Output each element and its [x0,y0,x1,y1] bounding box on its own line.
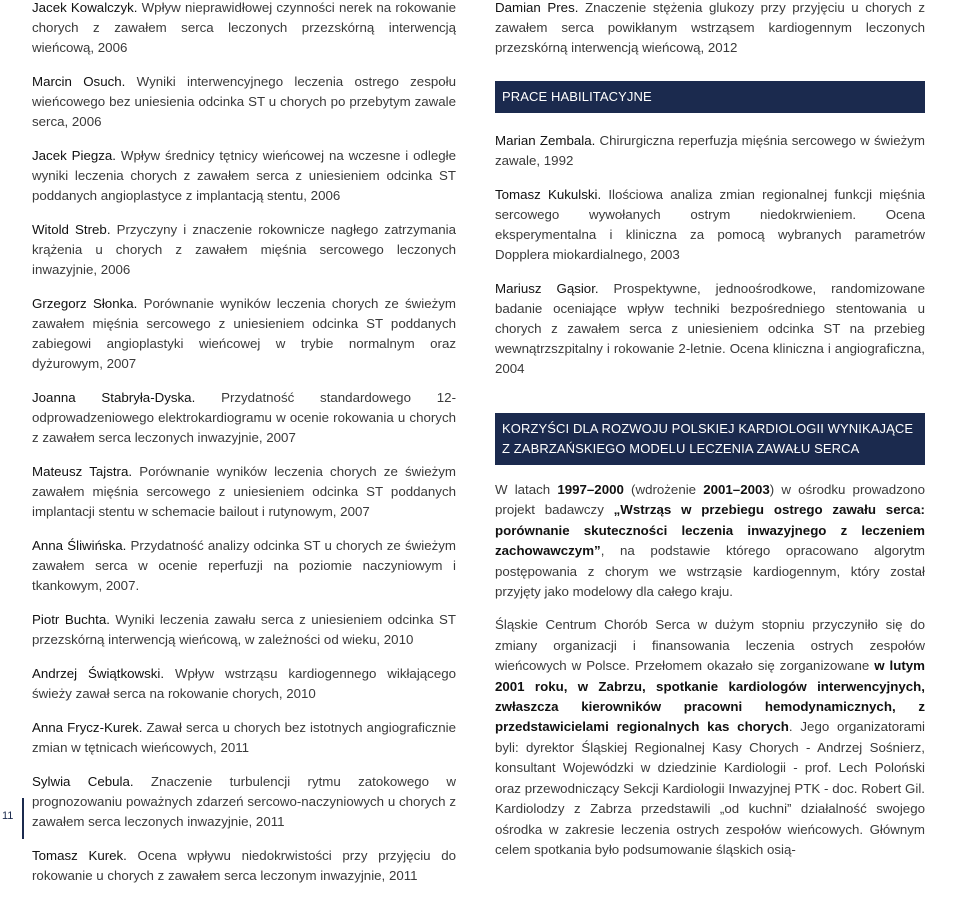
list-item [32,462,456,522]
bold-run: 1997–2000 [557,482,624,497]
section-title-habilitation: PRACE HABILITACYJNE [502,89,652,104]
thesis-list [32,0,456,886]
list-item [32,146,456,206]
section-title-benefits: KORZYŚCI DLA ROZWOJU POLSKIEJ KARDIOLOGII WYNIKAJĄCE Z ZABRZAŃSKIEGO MODELU LECZENIA ZAWAŁU SERCA [502,421,914,456]
author-name: Anna Śliwińska. [32,538,127,553]
list-item [32,72,456,132]
list-item [32,220,456,280]
list-item [32,718,456,758]
thesis-title: Przyczyny i znaczenie rokownicze nagłego zatrzymania krążenia u chorych z zawałem mięśnia sercowego leczonych inwazyjnie, 2006 [32,222,456,277]
thesis-title: Chirurgiczna reperfuzja mięśnia sercowego w świeżym zawale, 1992 [495,133,925,168]
bold-run: w lutym 2001 roku, w Zabrzu, spotkanie kardiologów interwencyjnych, zwłaszcza kierowników pracowni hemodynamicznych, z przedstawicielami regionalnych kas chorych [495,658,925,735]
author-name: Andrzej Świątkowski. [32,666,165,681]
thesis-title: Przydatność standardowego 12-odprowadzeniowego elektrokardiogramu w ocenie rokowania u chorych z zawałem serca leczonych inwazyjnie, 2007 [32,390,456,445]
thesis-title: Przydatność analizy odcinka ST u chorych ze świeżym zawałem serca w ocenie reperfuzji na poziomie naczyniowym i tkankowym, 2007. [32,538,456,593]
thesis-title: Ilościowa analiza zmian regionalnej funkcji mięśnia sercowego wywołanych ostrym niedokrwieniem. Ocena eksperymentalna i kliniczna za pomocą wybranych parametrów Dopplera miokardialnego, 2003 [495,187,925,262]
list-item [32,294,456,374]
left-column [32,0,456,900]
habilitation-list [495,131,925,379]
thesis-title: Wyniki leczenia zawału serca z uniesieniem odcinka ST przezskórną interwencją wieńcową, w zależności od wieku, 2010 [32,612,456,647]
thesis-title: Wpływ średnicy tętnicy wieńcowej na wczesne i odległe wyniki leczenia chorych z zawałem serca z uniesieniem odcinka ST poddanych angioplastyce z implantacją stentu, 2006 [32,148,457,203]
text-run: (wdrożenie [623,482,704,497]
author-name: Tomasz Kurek. [32,848,127,863]
author-name: Grzegorz Słonka. [32,296,138,311]
author-name: Sylwia Cebula. [32,774,134,789]
thesis-title: Porównanie wyników leczenia chorych ze świeżym zawałem mięśnia sercowego z uniesieniem odcinka ST poddanych implantacji stentu w schemacie bailout i rutynowym, 2007 [32,464,456,519]
text-run: Śląskie Centrum Chorób Serca w dużym stopniu przyczyniło się do zmiany organizacji i finansowania leczenia ostrych zespołów wieńcowych w Polsce. Przełomem okazało się zorganizowane [495,617,925,674]
thesis-title: Znaczenie turbulencji rytmu zatokowego w prognozowaniu poważnych zdarzeń sercowo-naczyniowych u chorych z zawałem serca leczonych inwazyjnie, 2011 [32,774,456,829]
list-item [32,536,456,596]
text-run: W latach [495,482,558,497]
section-banner-habilitation [495,81,925,113]
benefits-paragraph-2 [495,615,925,860]
thesis-title: Ocena wpływu niedokrwistości przy przyjęciu do rokowanie u chorych z zawałem serca leczonym inwazyjnie, 2011 [32,848,457,883]
thesis-title: Porównanie wyników leczenia chorych ze świeżym zawałem mięśnia sercowego z uniesieniem odcinka ST poddanych zabiegowi angioplastyki wieńcowej w trybie normalnym oraz dyżurowym, 2007 [32,296,456,371]
author-name: Damian Pres. [495,0,579,15]
thesis-title: Wpływ nieprawidłowej czynności nerek na rokowanie chorych z zawałem serca leczonych przezskórną interwencją wieńcową, 2006 [32,0,456,55]
list-item [32,388,456,448]
bold-run: „Wstrząs w przebiegu ostrego zawału serca: porównanie skuteczności leczenia inwazyjnego z leczeniem zachowawczym” [495,502,925,559]
list-item [495,0,925,58]
text-run: . Jego organizatorami byli: dyrektor Śląskiej Regionalnej Kasy Chorych - Andrzej Sośnierz, konsultant Wojewódzki w dziedzinie Kardiologii - prof. Lech Poloński oraz przewodniczący Sekcji Kardiologii Inwazyjnej PTK - doc. Robert Gil. Kardiolodzy z Zabrza przedstawili „od kuchni” działalność swojego ośrodka w zakresie leczenia ostrych zespołów wieńcowych. Głównym celem spotkania było podsumowanie śląskich osią- [495,719,925,857]
thesis-title: Znaczenie stężenia glukozy przy przyjęciu u chorych z zawałem serca powikłanym wstrząsem kardiogennym leczonych przezskórną interwencją wieńcową, 2012 [495,0,925,55]
author-name: Anna Frycz-Kurek. [32,720,143,735]
benefits-paragraph-1 [495,480,925,602]
author-name: Mariusz Gąsior. [495,281,599,296]
list-item [32,664,456,704]
thesis-title: Prospektywne, jednoośrodkowe, randomizowane badanie oceniające wpływ techniki bezpośredniego stentowania u chorych z zawałem serca z uniesieniem odcinka ST na przebieg wewnątrzszpitalny i rokowanie 2-letnie. Ocena kliniczna i angiograficzna, 2004 [495,281,925,376]
author-name: Tomasz Kukulski. [495,187,602,202]
author-name: Jacek Piegza. [32,148,116,163]
thesis-list-continued [495,0,925,58]
list-item [495,185,925,265]
list-item [32,772,456,832]
bold-run: 2001–2003 [703,482,770,497]
page-edge-line [22,798,24,839]
thesis-title: Wpływ wstrząsu kardiogennego wikłającego świeży zawał serca na rokowanie chorych, 2010 [32,666,457,701]
author-name: Jacek Kowalczyk. [32,0,138,15]
right-column [495,0,925,873]
author-name: Piotr Buchta. [32,612,110,627]
page-number: 11 [2,810,14,822]
thesis-title: Zawał serca u chorych bez istotnych angiograficznie zmian w tętnicach wieńcowych, 2011 [32,720,456,755]
text-run: ) w ośrodku prowadzono projekt badawczy [495,482,925,518]
list-item [495,131,925,171]
author-name: Mateusz Tajstra. [32,464,133,479]
author-name: Witold Streb. [32,222,111,237]
list-item [32,0,456,58]
section-banner-benefits [495,413,925,465]
text-run: , na podstawie którego opracowano algorytm postępowania z chorym we wstrząsie kardiogennym, który został przyjęty jako modelowy dla całego kraju. [495,543,925,600]
list-item [32,846,456,886]
thesis-title: Wyniki interwencyjnego leczenia ostrego zespołu wieńcowego bez uniesienia odcinka ST u chorych po przebytym zawale serca, 2006 [32,74,456,129]
author-name: Joanna Stabryła-Dyska. [32,390,196,405]
list-item [495,279,925,379]
list-item [32,610,456,650]
author-name: Marcin Osuch. [32,74,126,89]
author-name: Marian Zembala. [495,133,596,148]
